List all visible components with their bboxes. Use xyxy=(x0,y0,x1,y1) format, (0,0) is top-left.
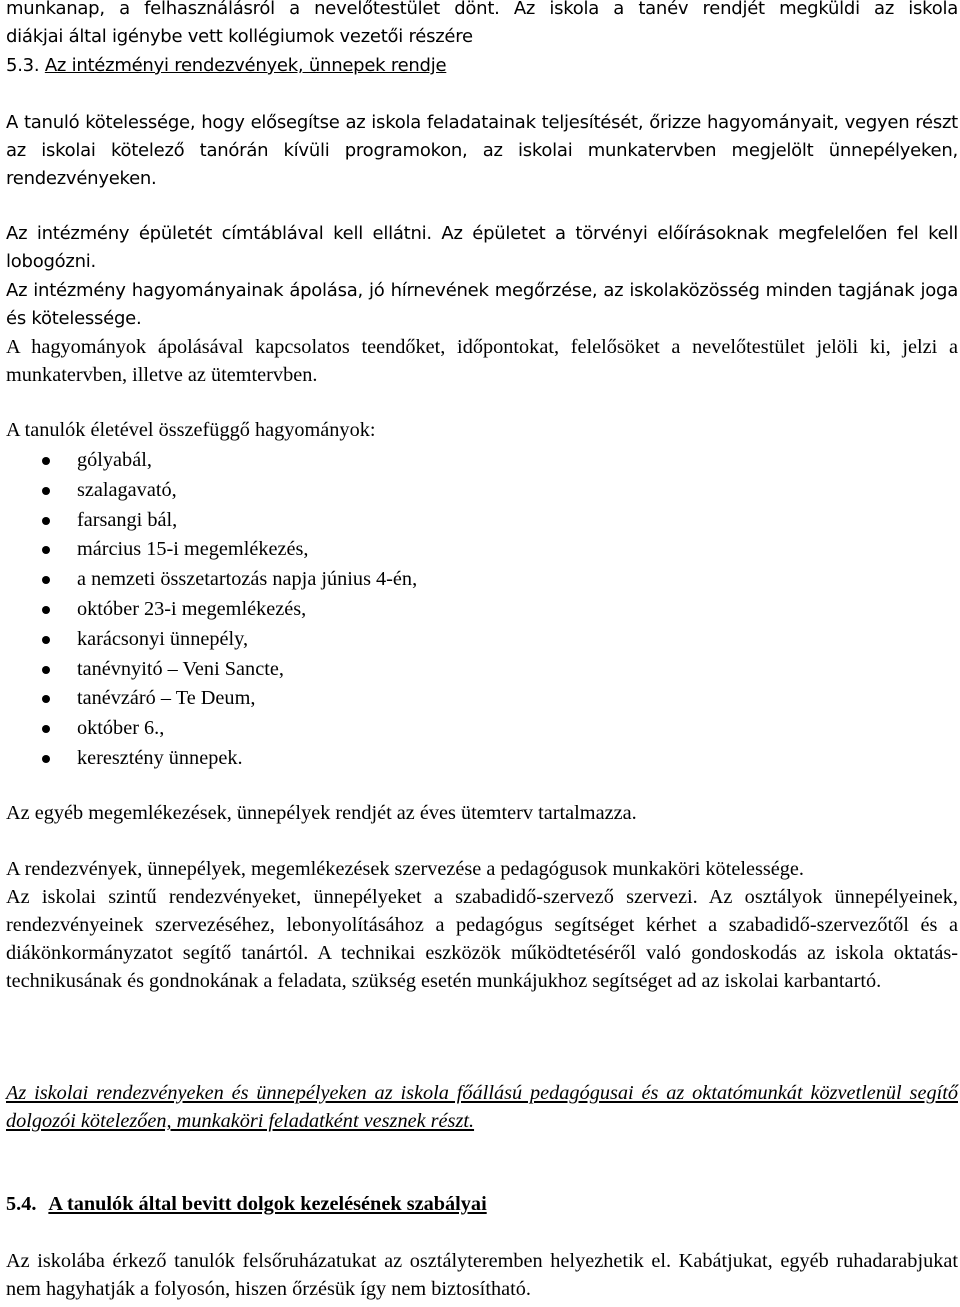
bullet-icon xyxy=(42,576,50,584)
bullet-icon xyxy=(42,725,50,733)
list-item-text: október 6., xyxy=(77,717,165,740)
bullet-icon xyxy=(42,606,50,614)
list-item-text: a nemzeti összetartozás napja június 4-én, xyxy=(77,568,418,591)
list-item-text: tanévzáró – Te Deum, xyxy=(77,687,256,710)
bullet-icon xyxy=(42,517,50,525)
section-number: 5.4. xyxy=(6,1193,37,1215)
list-item-text: farsangi bál, xyxy=(77,508,178,531)
list-item-text: március 15-i megemlékezés, xyxy=(77,538,309,561)
bullet-icon xyxy=(42,457,50,465)
list-item xyxy=(6,744,958,774)
list-item-text: szalagavató, xyxy=(77,478,177,501)
section-5-4-text: Az iskolába érkező tanulók felsőruházatukat az osztályteremben helyezhetik el. Kabátjukat, egyéb ruhadarabjukat nem hagyhatják a folyosón, hiszen őrzésük így nem biztosítható. xyxy=(6,1250,958,1300)
szervezes-paragraph: A rendezvények, ünnepélyek, megemlékezések szervezése a pedagógusok munkaköri kötelessége. xyxy=(6,858,804,880)
list-item xyxy=(6,655,958,685)
section-5-3-heading xyxy=(6,52,958,80)
list-item-text: október 23-i megemlékezés, xyxy=(77,597,307,620)
bullet-icon xyxy=(42,666,50,674)
list-item-text: keresztény ünnepek. xyxy=(77,746,243,769)
bullet-icon xyxy=(42,755,50,763)
teendok-text: A hagyományok ápolásával kapcsolatos teendőket, időpontokat, felelősöket a nevelőtestület jelöli ki, jelzi a munkatervben, illetve az ütemtervben. xyxy=(6,336,958,386)
list-heading-text: A tanulók életével összefüggő hagyományok: xyxy=(6,419,376,441)
list-item xyxy=(6,446,958,476)
list-item xyxy=(6,595,958,625)
bullet-icon xyxy=(42,695,50,703)
szabadido-paragraph: Az iskolai szintű rendezvényeket, ünnepélyeket a szabadidő-szervező szervezi. Az osztályok ünnepélyeinek, rendezvényeinek szervezéséhez, lebonyolításához a pedagógus segítséget kérhet a szabadidő-szervezőtől és a diákönkormányzatot segítő tanártól. A technikai eszközök működtetéséről való gondoskodás az iskola oktatás-technikusának és gondnokának a feladata, szükség esetén munkájukhoz segítséget ad az iskolai karbantartó. xyxy=(6,886,958,992)
list-item xyxy=(6,714,958,744)
section-title: A tanulók által bevitt dolgok kezelésének szabályai xyxy=(48,1193,487,1215)
traditions-list-heading xyxy=(6,416,958,444)
cimtabla-paragraph: Az intézmény épületét címtáblával kell ellátni. Az épületet a törvényi előírásoknak megfelelően fel kell lobogózni. xyxy=(6,223,958,272)
staff-obligation-paragraph xyxy=(6,1079,958,1135)
teendok-paragraph xyxy=(6,333,958,389)
list-item xyxy=(6,535,958,565)
organization-paragraphs xyxy=(6,855,958,995)
staff-obligation-text: Az iskolai rendezvényeken és ünnepélyeken az iskola főállású pedagógusai és az oktatómunkát közvetlenül segítő dolgozói kötelezően, munkaköri feladatként vesznek részt. xyxy=(6,1082,958,1132)
bullet-icon xyxy=(42,546,50,554)
list-item xyxy=(6,684,958,714)
list-item xyxy=(6,625,958,655)
section-title: Az intézményi rendezvények, ünnepek rendje xyxy=(44,55,447,76)
egyeb-text: Az egyéb megemlékezések, ünnepélyek rendjét az éves ütemterv tartalmazza. xyxy=(6,802,637,824)
section-5-4-heading xyxy=(6,1190,958,1218)
list-item-text: tanévnyitó – Veni Sancte, xyxy=(77,657,284,680)
section-5-4-body xyxy=(6,1247,958,1303)
list-item xyxy=(6,565,958,595)
intro-text: A tanuló kötelessége, hogy elősegítse az iskola feladatainak teljesítését, őrizze hagyományait, vegyen részt az iskolai kötelező tanórán kívüli programokon, az iskolai munkatervben megjelölt ünnepélyeken, rendezvényeken. xyxy=(6,112,958,189)
continuation-line-1: munkanap, a felhasználásról a nevelőtestület dönt. Az iskola a tanév rendjét megküldi az iskola xyxy=(6,0,958,19)
intro-paragraph xyxy=(6,109,958,193)
building-paragraphs xyxy=(6,220,958,333)
continuation-line-2: diákjai által igénybe vett kollégiumok vezetői részére xyxy=(6,26,473,47)
egyeb-paragraph xyxy=(6,799,958,827)
bullet-icon xyxy=(42,636,50,644)
section-number: 5.3. xyxy=(6,55,40,76)
bullet-icon xyxy=(42,487,50,495)
list-item-text: karácsonyi ünnepély, xyxy=(77,627,249,650)
list-item-text: gólyabál, xyxy=(77,449,152,471)
hagyomany-paragraph: Az intézmény hagyományainak ápolása, jó hírnevének megőrzése, az iskolaközösség minden tagjának joga és kötelessége. xyxy=(6,280,958,329)
traditions-list xyxy=(6,446,958,774)
list-item xyxy=(6,476,958,506)
continuation-paragraph xyxy=(6,0,958,51)
list-item xyxy=(6,506,958,536)
